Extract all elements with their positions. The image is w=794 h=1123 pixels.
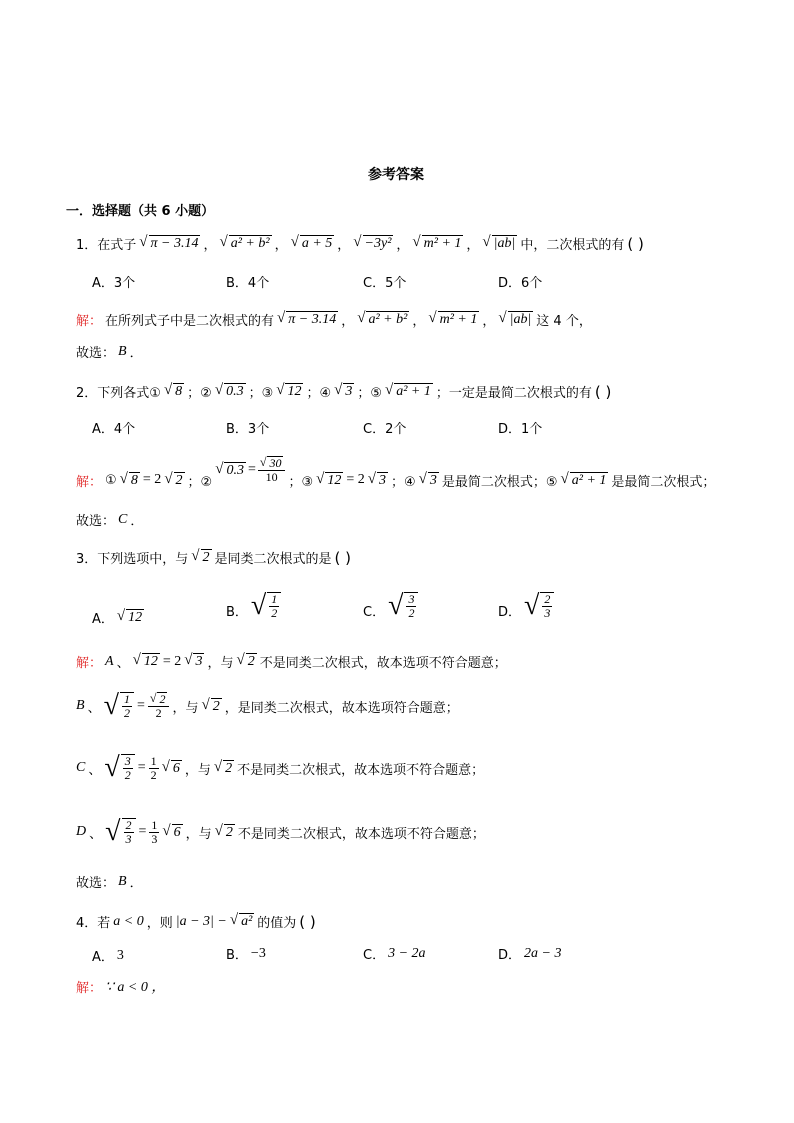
question-3-stem: 3．下列选项中，与 √ 2 是同类二次根式的是 ( ) <box>76 548 352 567</box>
sqrt-expr: √ |ab| <box>482 234 516 252</box>
option-a: A．4个 <box>92 422 136 437</box>
sqrt-expr: √ 3 <box>334 382 353 400</box>
sqrt-expr: √ π − 3.14 <box>277 310 337 328</box>
option-c: C． √ $\frac{3}{2}$ <box>363 592 418 620</box>
page-title: 参考答案 <box>368 167 424 183</box>
answer-paren: ( ) <box>334 548 352 567</box>
q3-solution-a: 解： A 、 √ 12 = 2 √ 3 ，与 √ 2 不是同类二次根式，故本选项不符合题意； <box>76 652 507 671</box>
question-4-stem: 4．若 a < 0 ，则 |a − 3| − √ a² 的值为 ( ) <box>76 912 316 931</box>
answer-paren: ( ) <box>594 382 612 401</box>
sqrt-expr: √ m² + 1 <box>428 310 478 328</box>
option-b: B． √ $\frac{1}{2}$ <box>226 592 281 620</box>
q1-prefix: 1．在式子 <box>76 238 137 253</box>
sqrt-expr: √ |ab| <box>498 310 532 328</box>
option-a: A．3个 <box>92 276 136 291</box>
q3-solution-d: D 、 √ $\frac{2}{3}$ = $\frac{1}{3}$ √ 6 ，与 √ 2 不是同类二次根式，故本选项不符合题意； <box>76 816 485 847</box>
option-c: C． 3 − 2a <box>363 945 426 963</box>
option-d: D． √ $\frac{2}{3}$ <box>498 592 554 620</box>
option-a: A． 3 <box>92 947 124 965</box>
answer-paren: ( ) <box>299 912 316 931</box>
sqrt-expr: √ −3y² <box>353 234 392 252</box>
section-heading: 一．选择题（共 6 小题） <box>66 204 215 219</box>
sqrt-expr: √ 0.3 <box>214 382 244 400</box>
q1-answer: 故选： B ． <box>76 343 143 361</box>
sqrt-expr: √ a² + b² <box>357 310 408 328</box>
q2-answer: 故选： C ． <box>76 511 144 529</box>
sqrt-expr: √ a + 5 <box>290 234 333 252</box>
option-b: B．3个 <box>226 422 270 437</box>
fraction: √ 30 10 <box>258 456 286 484</box>
sqrt-expr: √ a² + b² <box>219 234 270 252</box>
solution-label: 解： <box>76 656 103 671</box>
sqrt-expr: √ 3 <box>418 470 437 488</box>
q1-solution: 解： 在所列式子中是二次根式的有 √ π − 3.14 ， √ a² + b² ， √ m² + 1 ， √ |ab| 这 4 个， <box>76 310 592 329</box>
solution-tail: 这 4 个， <box>536 314 592 329</box>
solution-label: 解： <box>76 474 103 490</box>
option-d: D．6个 <box>498 276 543 291</box>
q2-solution: 解： ① √ 8 = 2 √ 2 ；② √ 0.3 = √ 30 10 ；③ √ 12 = 2 √ 3 ；④ √ 3 是最简二次根式；⑤ √ a² + 1 是最简二次根式； <box>76 454 716 490</box>
option-c: C．2个 <box>363 422 407 437</box>
q1-suffix: 中，二次根式的有 <box>520 238 625 253</box>
solution-text: 在所列式子中是二次根式的有 <box>105 314 275 329</box>
option-a: A． √ 12 <box>92 608 143 627</box>
q3-solution-c: C 、 √ $\frac{3}{2}$ = $\frac{1}{2}$ √ 6 ，与 √ 2 不是同类二次根式，故本选项不符合题意； <box>76 752 485 783</box>
sqrt-expr: √ 8 <box>163 382 183 400</box>
question-1-stem: 1．在式子 √ π − 3.14 ， √ a² + b² ， √ a + 5 ， √ −3y² ， √ m² + 1 ， √ |ab| 中，二次根式的有 ( ) <box>76 234 644 253</box>
option-d: D．1个 <box>498 422 543 437</box>
option-d: D． 2a − 3 <box>498 945 562 963</box>
answer-letter: C <box>118 511 128 527</box>
q4-solution: 解： ∵ a < 0 ， <box>76 976 165 996</box>
sqrt-expr: √ 3 <box>367 470 386 488</box>
sqrt-expr: √ 8 <box>119 470 138 488</box>
solution-label: 解： <box>76 314 103 329</box>
sqrt-expr: √ π − 3.14 <box>139 234 199 252</box>
sqrt-expr: √ 2 <box>164 470 183 488</box>
option-b: B．4个 <box>226 276 270 291</box>
q3-answer: 故选： B ． <box>76 873 143 891</box>
sqrt-expr: √ 12 <box>316 470 342 488</box>
sqrt-expr: √ 2 <box>191 548 210 566</box>
sqrt-expr: √ a² + 1 <box>385 382 431 400</box>
q3-solution-b: B 、 √ $\frac{1}{2}$ = √ 2 2 ，与 √ 2 ，是同类二次根式，故本选项符合题意； <box>76 690 459 721</box>
answer-letter: B <box>118 343 127 359</box>
sqrt-expr: √ 0.3 <box>215 460 244 478</box>
sqrt-expr: √ m² + 1 <box>412 234 462 252</box>
sqrt-expr: √ a² + 1 <box>560 470 607 488</box>
sqrt-expr: √ 12 <box>276 382 302 400</box>
solution-label: 解： <box>76 980 103 996</box>
answer-letter: B <box>118 873 127 889</box>
option-b: B． −3 <box>226 945 266 963</box>
option-c: C．5个 <box>363 276 407 291</box>
question-2-stem: 2．下列各式① √ 8 ；② √ 0.3 ；③ √ 12 ；④ √ 3 ；⑤ √ a² + 1 ；一定是最简二次根式的有 ( ) <box>76 382 612 401</box>
answer-paren: ( ) <box>627 234 644 253</box>
